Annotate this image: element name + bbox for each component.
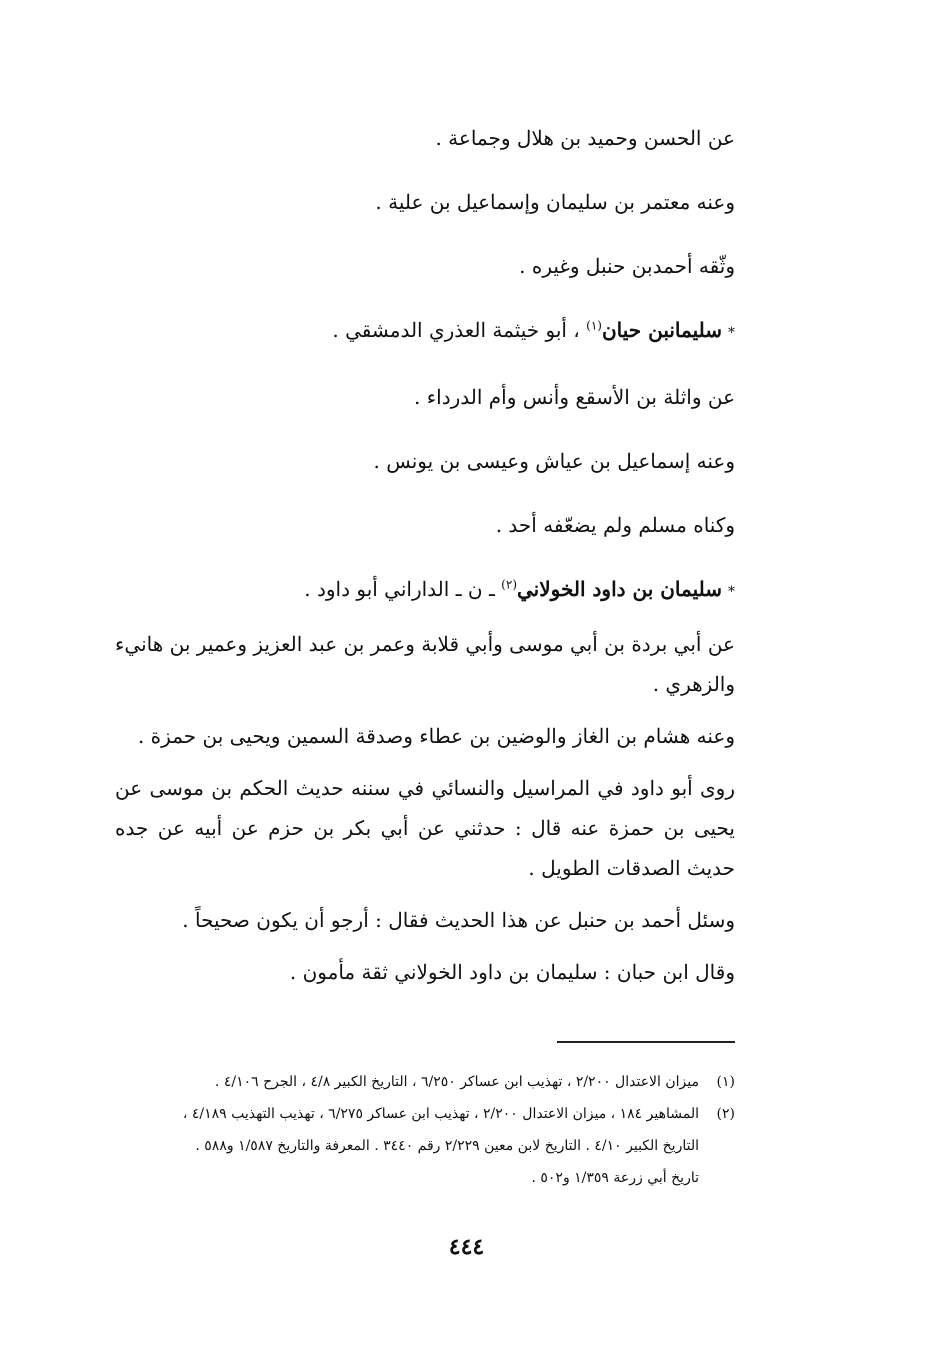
- paragraph: وقال ابن حبان : سليمان بن داود الخولاني ثقة مأمون .: [289, 960, 735, 984]
- line-gap: [115, 286, 735, 310]
- text-line: وعنه معتمر بن سليمان وإسماعيل بن علية .: [375, 190, 735, 214]
- entry-description: ـ ن ـ الداراني أبو داود .: [304, 577, 502, 601]
- footnote-ref: (١): [586, 318, 602, 333]
- footnote-number: (١): [716, 1074, 735, 1090]
- paragraph: عن أبي بردة بن أبي موسى وأبي قلابة وعمر بن عبد العزيز وعمير بن هانيء والزهري .: [115, 632, 735, 696]
- entry-star: *: [728, 325, 735, 341]
- footnote-ref: (٢): [501, 577, 517, 592]
- footnote-continuation: التاريخ الكبير ٤/١٠ . التاريخ لابن معين ٢/٢٢٩ رقم ٣٤٤٠ . المعرفة والتاريخ ١/٥٨٧ و٥٨٨ .: [195, 1138, 699, 1154]
- line-gap: [115, 417, 735, 441]
- paragraph: روى أبو داود في المراسيل والنسائي في سننه حديث الحكم بن موسى عن يحيى بن حمزة عنه قال : حدثني عن أبي بكر بن حزم عن أبيه عن جده حديث الصدقات الطويل .: [115, 776, 735, 880]
- line-gap: [115, 940, 735, 952]
- entry-star: *: [728, 584, 735, 600]
- entry-name: سليمانبن حيان: [601, 318, 722, 342]
- footnote-2: [113, 1098, 735, 1130]
- line-gap: [115, 545, 735, 569]
- paragraph: وعنه هشام بن الغاز والوضين بن عطاء وصدقة السمين ويحيى بن حمزة .: [137, 724, 735, 748]
- footnotes: [113, 1066, 735, 1194]
- footnote-text: ميزان الاعتدال ٢/٢٠٠ ، تهذيب ابن عساكر ٦/٢٥٠ ، التاريخ الكبير ٤/٨ ، الجرح ٤/١٠٦ .: [214, 1074, 699, 1090]
- entry-heading-sulayman-ibn-dawud: [115, 569, 735, 612]
- footnote-continuation: تاريخ أبي زرعة ١/٣٥٩ و٥٠٢ .: [531, 1170, 699, 1186]
- line-gap: [115, 222, 735, 246]
- main-text: [115, 118, 735, 992]
- entry-name: سليمان بن داود الخولاني: [517, 577, 722, 601]
- line-gap: [115, 704, 735, 716]
- text-line: عن الحسن وحميد بن هلال وجماعة .: [435, 126, 735, 150]
- footnote-text: المشاهير ١٨٤ ، ميزان الاعتدال ٢/٢٠٠ ، تهذيب ابن عساكر ٦/٢٧٥ ، تهذيب التهذيب ٤/١٨٩ ،: [182, 1106, 699, 1122]
- entry-description: ، أبو خيثمة العذري الدمشقي .: [332, 318, 587, 342]
- paragraph: وسئل أحمد بن حنبل عن هذا الحديث فقال : أرجو أن يكون صحيحاً .: [182, 908, 735, 932]
- line-gap: [115, 158, 735, 182]
- line-gap: [115, 481, 735, 505]
- page-number: ٤٤٤: [448, 1234, 485, 1260]
- line-gap: [115, 756, 735, 768]
- entry-heading-sulayman-ibn-hayyan: [115, 310, 735, 353]
- line-gap: [115, 888, 735, 900]
- footnote-1: [113, 1066, 735, 1098]
- text-line: وثّقه أحمدبن حنبل وغيره .: [519, 254, 735, 278]
- line-gap: [115, 353, 735, 377]
- text-line: وعنه إسماعيل بن عياش وعيسى بن يونس .: [373, 449, 735, 473]
- footnote-number: (٢): [716, 1106, 735, 1122]
- footnote-separator: [557, 1041, 735, 1043]
- line-gap: [115, 612, 735, 624]
- text-line: عن واثلة بن الأسقع وأنس وأم الدرداء .: [414, 385, 735, 409]
- text-line: وكناه مسلم ولم يضعّفه أحد .: [495, 513, 735, 537]
